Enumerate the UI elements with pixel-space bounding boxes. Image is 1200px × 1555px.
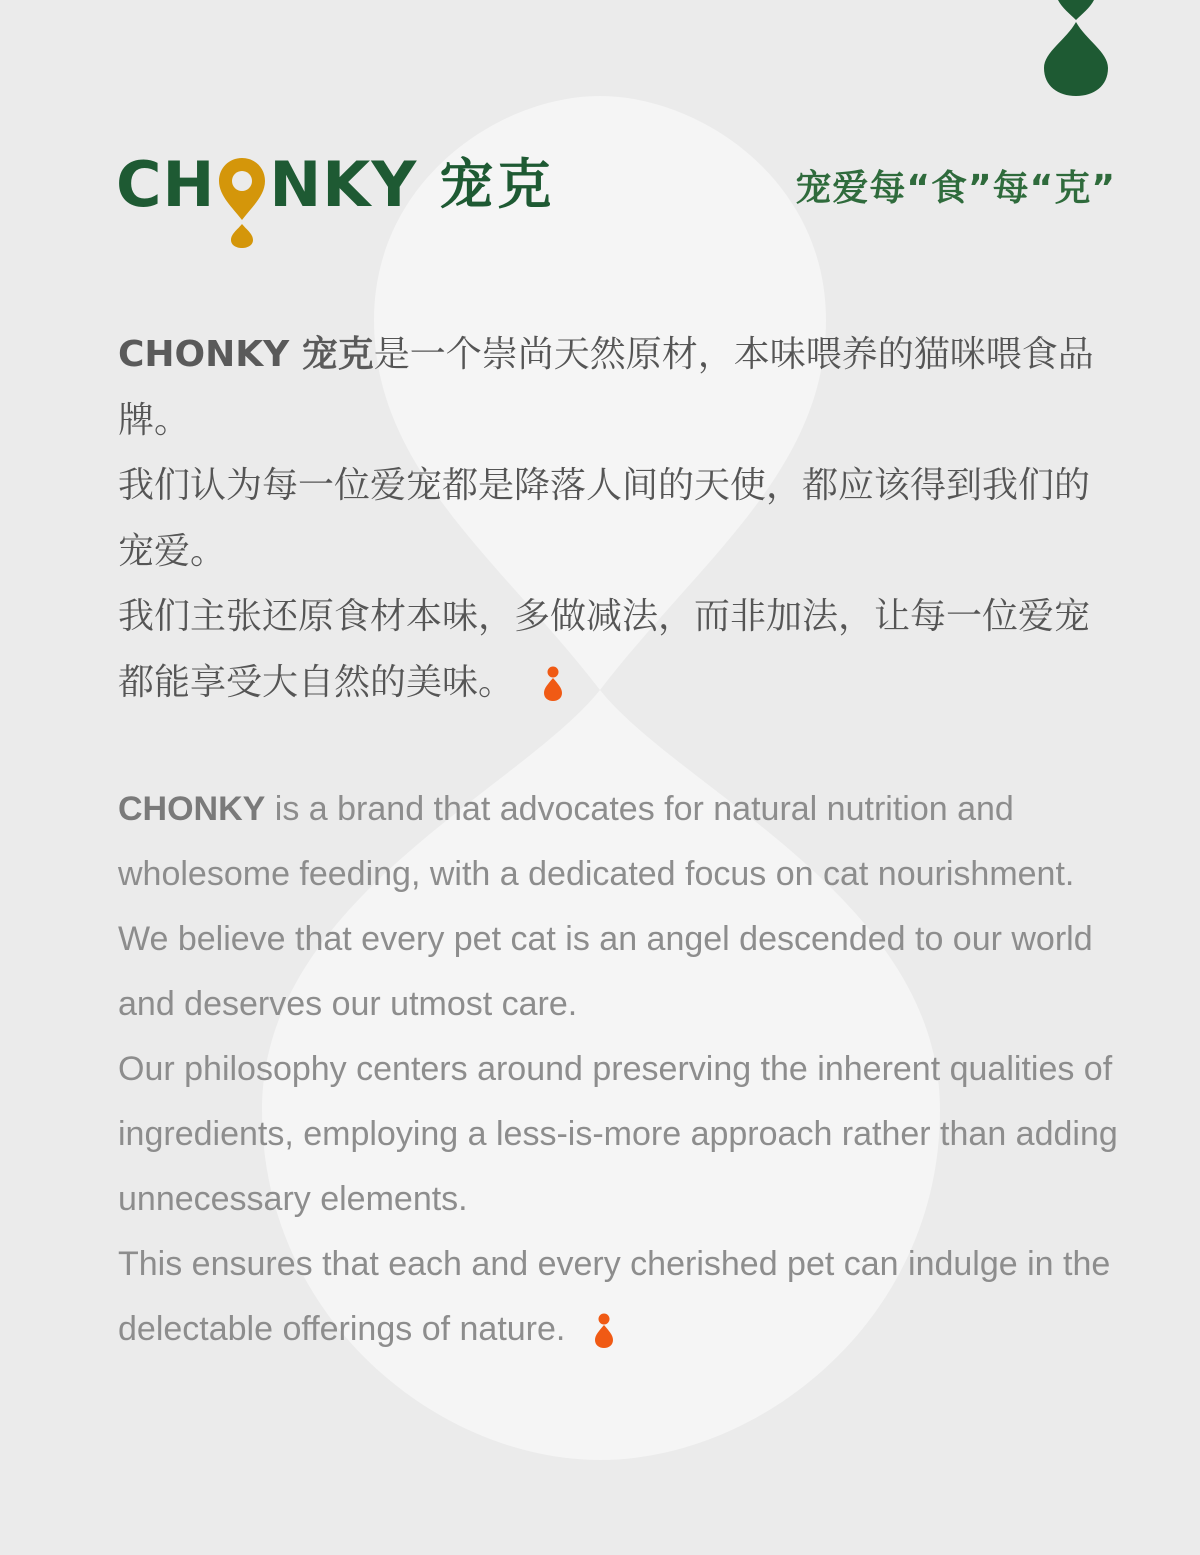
en-line-4: This ensures that each and every cherished pet can indulge in the delectable offerings of nature. xyxy=(118,1245,1111,1348)
cn-brand-name: CHONKY 宠克 xyxy=(118,334,374,375)
en-paragraph-3: Our philosophy centers around preserving the inherent qualities of ingredients, employing a less-is-more approach rather than adding unnecessary elements. xyxy=(118,1050,1118,1218)
chinese-intro xyxy=(118,322,1118,715)
cn-paragraph-2: 我们认为每一位爱宠都是降落人间的天使，都应该得到我们的宠爱。 xyxy=(118,465,1091,572)
english-intro xyxy=(118,777,1128,1362)
drop-pin-icon xyxy=(217,156,267,248)
en-line-1: is a brand that advocates for natural nutrition and wholesome feeding, with a dedicated focus on cat nourishment. xyxy=(118,790,1075,893)
logo-wordmark xyxy=(116,150,417,248)
en-paragraph-2: We believe that every pet cat is an angel descended to our world and deserves our utmost care. xyxy=(118,920,1093,1023)
cn-paragraph-1 xyxy=(118,322,1118,453)
cn-line-3: 我们主张还原食材本味，多做减法，而非加法，让每一位爱宠都能享受大自然的美味。 xyxy=(118,596,1091,703)
en-paragraph-4 xyxy=(118,1232,1128,1362)
cn-line-1: 是一个崇尚天然原材，本味喂养的猫咪喂食品牌。 xyxy=(118,334,1094,441)
logo-latin-right: NKY xyxy=(269,148,418,221)
en-brand-name: CHONKY xyxy=(118,790,266,828)
green-drop-icon xyxy=(1036,0,1116,100)
brand-logo xyxy=(116,150,555,248)
brand-slogan: 宠爱每“食”每“克” xyxy=(795,168,1116,209)
en-paragraph-1 xyxy=(118,777,1128,907)
cn-paragraph-3 xyxy=(118,584,1118,715)
gourd-drop-icon xyxy=(593,1313,615,1349)
logo-latin-left: CH xyxy=(116,148,216,221)
gourd-drop-icon xyxy=(542,666,564,702)
logo-chinese-name: 宠克 xyxy=(439,153,556,216)
